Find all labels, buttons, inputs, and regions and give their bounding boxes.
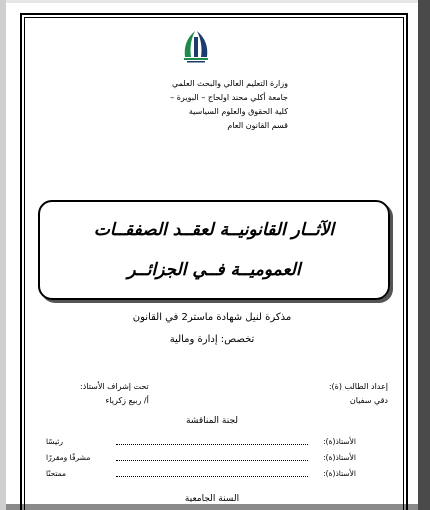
committee-member-row — [46, 469, 356, 481]
university-line: جامعة أكلي محند اولحاج – البويرة – — [170, 93, 288, 102]
degree-line: مذكرة لنيل شهادة ماستر2 في القانون — [132, 312, 292, 323]
committee-title: لجنة المناقشة — [185, 416, 238, 426]
committee-member-label: الأستاذ(ة): — [323, 469, 356, 478]
supervisor-name: أ/ ربيع زكرياء — [105, 396, 149, 405]
specialty-line: تخصص: إدارة ومالية — [169, 334, 255, 345]
institution-header — [88, 77, 288, 133]
supervisor-label: تحت إشراف الأستاذ: — [80, 382, 149, 391]
committee-member-role: رئيسًا — [46, 437, 63, 446]
thesis-title-line-2: العموميــة فــي الجزائــر — [127, 260, 301, 280]
committee-member-label: الأستاذ(ة): — [323, 437, 356, 446]
committee-member-role: مشرفًا ومقررًا — [46, 453, 91, 462]
faculty-line: كلية الحقوق والعلوم السياسية — [188, 107, 288, 116]
committee-member-row — [46, 437, 356, 449]
committee-member-label: الأستاذ(ة): — [323, 453, 356, 462]
committee-member-role: ممتحنًا — [46, 469, 67, 478]
viewer-scrollbar[interactable] — [418, 0, 430, 510]
committee-member-row — [46, 453, 356, 465]
dotted-leader — [116, 460, 308, 461]
thesis-title-box — [38, 200, 390, 300]
student-label: إعداد الطالب (ة): — [328, 382, 388, 391]
dotted-leader — [116, 476, 308, 477]
thesis-title-line-1: الآثــار القانونيــة لعقــد الصفقــات — [93, 220, 335, 240]
academic-year: السنة الجامعية — [184, 494, 240, 504]
document-page — [6, 3, 418, 504]
university-logo-icon — [181, 27, 211, 63]
student-name: دقي سفيان — [349, 396, 388, 405]
dotted-leader — [116, 444, 308, 445]
department-line: قسم القانون العام — [227, 121, 288, 130]
ministry-line: وزارة التعليم العالي والبحث العلمي — [172, 79, 288, 88]
supervisor-block — [80, 380, 149, 408]
student-block — [329, 380, 388, 408]
